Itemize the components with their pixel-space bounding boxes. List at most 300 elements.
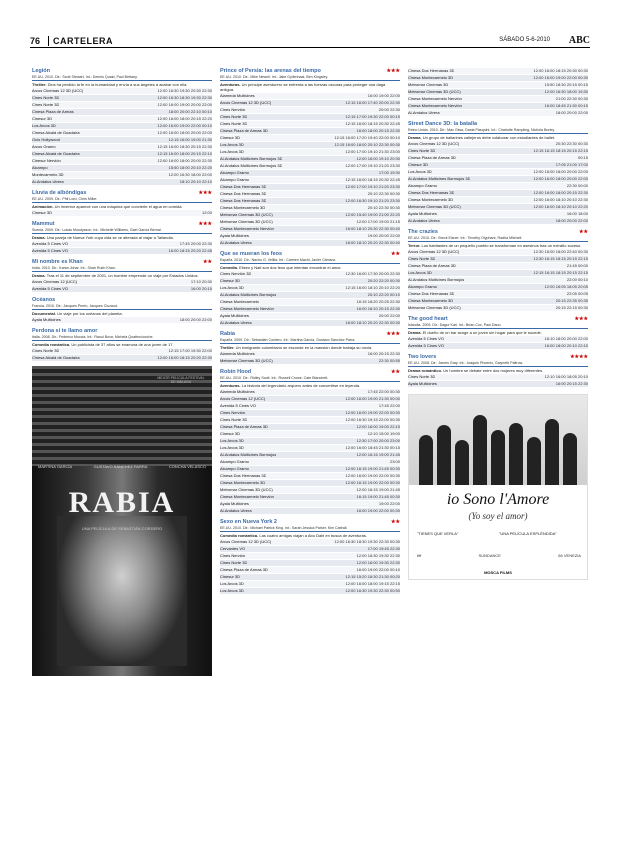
showtimes-table: [32, 348, 212, 362]
showtimes: 12:10 15:00 19:00: [367, 431, 400, 436]
showtimes: 12:00 16:00 19:00 22:00 00:30: [345, 473, 400, 478]
showtime-row: [220, 93, 400, 100]
showtimes: 12:15 16:00 18:30 20:15 22:30: [157, 144, 212, 149]
showtimes: 12:00 16:00 19:00 22:00 00:10: [157, 123, 212, 128]
theater-name: Cinesa Montecarmelo 3D: [408, 197, 454, 202]
theater-name: Cinesa Plaza de Armas 3D: [408, 155, 456, 160]
showtimes: 19:00 20:00 22:00: [367, 233, 400, 238]
showtimes: 12:00 15:40 19:00 21:00 22:20: [345, 212, 400, 217]
theater-name: Al-Andalus Utrera: [220, 240, 252, 245]
theater-name: Cinesa Dos Hermanas 3D: [408, 68, 455, 73]
showtimes: 16:00 18:10 20:20 22:30 00:30: [345, 320, 400, 325]
genre-label: Drama.: [32, 273, 47, 278]
showtimes: 12:15 17:00 19:30 22:00 00:15: [345, 114, 400, 119]
showtimes: 16:00 20:15 22:30: [367, 351, 400, 356]
theater-name: Cinesa Dos Hermanas 3D: [408, 190, 455, 195]
movie-title: Two lovers ★★★★: [408, 354, 588, 360]
showtimes: 16:00 18:00 20:15 22:30: [356, 128, 400, 133]
showtime-row: [220, 417, 400, 424]
movie-synopsis: [32, 273, 212, 278]
showtime-row: [408, 218, 588, 225]
showtime-row: [220, 205, 400, 212]
showtime-row: [408, 155, 588, 162]
issue-date: SÁBADO 5-6-2010: [499, 37, 550, 43]
section-title: CARTELERA: [48, 36, 113, 46]
theater-name: Los Arcos 3D: [220, 142, 244, 147]
theater-name: Cinesur 3D: [220, 574, 241, 579]
festival-logo: SUNDANCE: [478, 553, 501, 558]
movie-title: Street Dance 3D: la batalla: [408, 121, 478, 127]
theater-name: Metromar Cinemas 3D: [408, 82, 449, 87]
poster-scene: [409, 395, 587, 485]
poster-quote: "UNA PELÍCULA ESPLÉNDIDA": [499, 531, 557, 536]
showtimes: 20:10 22:20 00:10: [367, 292, 400, 297]
movie-synopsis: [32, 82, 212, 87]
showtime-row: [220, 574, 400, 581]
genre-label: Thriller.: [32, 82, 48, 87]
theater-name: Cinesa Alcalá de Guadaíra: [32, 151, 80, 156]
rating-stars: ★★: [391, 519, 400, 525]
showtimes: 12:30 16:00 17:30 20:00 22:30: [345, 271, 400, 276]
showtimes: 20:20 22:20 00:30: [367, 278, 400, 283]
movie-title: Legión: [32, 68, 51, 74]
showtimes: 12:00 16:15 19:00 21:45: [356, 487, 400, 492]
showtimes-table: [408, 336, 588, 350]
theater-name: Alcampo: [32, 165, 48, 170]
poster-cast: [38, 464, 206, 469]
movie-credits: Suecia. 2009. Dir.: Lukas Moodysson. Int.: Michelle Williams, Gael García Bernal.: [32, 228, 212, 234]
showtimes: 12:00 16:00 18:00 19:15 22:15: [345, 581, 400, 586]
showtime-row: [408, 176, 588, 183]
showtime-row: [32, 165, 212, 172]
showtime-row: [220, 142, 400, 149]
showtime-row: [220, 396, 400, 403]
poster-figure: [545, 419, 559, 485]
poster-figure: [509, 423, 523, 485]
page-number: 76: [30, 36, 41, 46]
movie-synopsis: [408, 368, 588, 373]
theater-name: Alcampo Gramo: [220, 177, 249, 182]
movie-synopsis: [220, 345, 400, 350]
theater-name: Cines Norte 3D: [408, 374, 436, 379]
showtimes: 20:15 22:15 00:30: [555, 305, 588, 310]
showtimes: 12:00 16:00 18:15 20:20 22:30: [157, 355, 212, 360]
showtime-row: [220, 121, 400, 128]
movie-title: Lluvia de albóndigas ★★★: [32, 190, 212, 196]
showtime-row: [220, 424, 400, 431]
showtime-row: [408, 96, 588, 103]
theater-name: Cinesa Alcalá de Guadaíra: [32, 355, 80, 360]
showtimes: 16:00 20:15 22:30: [555, 381, 588, 386]
theater-name: Cinesa Plaza de Armas 3D: [220, 128, 268, 133]
movie-credits: India. 2010. Dir.: Karan Johar. Int.: Shah Rukh Khan.: [32, 266, 212, 272]
showtime-row: [220, 438, 400, 445]
theater-name: Los Arcos 3D: [220, 588, 244, 593]
theater-name: Metromar Cinemas 3D (UCC): [220, 212, 273, 217]
showtime-row: [32, 210, 212, 217]
showtime-row: [220, 278, 400, 285]
showtimes-table: [220, 271, 400, 327]
theater-name: Arcos Cinemas 12 3D (UCC): [32, 88, 84, 93]
theater-name: Cines Nervión: [220, 410, 246, 415]
poster-title: RABIA: [68, 486, 176, 519]
theater-name: Alameda Multicines: [220, 93, 255, 98]
showtime-row: [220, 588, 400, 595]
movie-synopsis: [32, 235, 212, 240]
movie-synopsis: [220, 265, 400, 270]
theater-name: Avenida 5 Cines VO: [32, 241, 68, 246]
showtimes-table: [220, 539, 400, 595]
showtime-row: [32, 248, 212, 255]
genre-label: Drama.: [32, 235, 47, 240]
movie-credits: España. 2009. Dir.: Sebastián Cordero. Int.: Martina García, Gustavo Sánchez Parra.: [220, 338, 400, 344]
movie-listing: [408, 229, 588, 312]
showtimes: 17:05 21:00 17:00: [555, 162, 588, 167]
showtime-row: [408, 249, 588, 256]
rating-stars: ★★★: [386, 68, 400, 74]
showtime-row: [408, 141, 588, 148]
showtimes: 12:00 16:00 18:00 20:00 22:00: [533, 169, 588, 174]
showtimes: 12:15 16:00 18:00 20:10 22:30 00:30: [334, 142, 400, 147]
theater-name: Al-Andalus Multicines Bormujos: [220, 292, 277, 297]
showtime-row: [32, 116, 212, 123]
theater-name: Cinesa Montecarmelo Nervión: [220, 226, 274, 231]
theater-name: Cervantes VO: [220, 546, 246, 551]
showtime-row: [220, 480, 400, 487]
theater-name: Ocio Hollywood: [32, 137, 60, 142]
showtime-row: [32, 158, 212, 165]
showtime-row: [408, 256, 588, 263]
showtimes-table: [220, 351, 400, 365]
poster-figure: [437, 425, 451, 485]
theater-name: Arcos Gramo: [32, 144, 56, 149]
showtime-row: [220, 351, 400, 358]
theater-name: Alcampo Gramo: [408, 284, 437, 289]
synopsis-text: Las cuatro amigas viajan a Abu Dabi en busca de aventuras.: [259, 533, 367, 538]
theater-name: Cines Norte 3D: [32, 95, 60, 100]
showtimes: 20:30 22:30 00:30: [555, 141, 588, 146]
showtimes: 18:00 20:00 22:00: [179, 317, 212, 322]
showtime-row: [220, 114, 400, 121]
showtime-row: [220, 539, 400, 546]
poster-subtitle: (Yo soy el amor): [468, 511, 528, 521]
showtimes: 20:00 22:00: [378, 313, 400, 318]
theater-name: Cinesa Dos Hermanas 3D: [220, 184, 267, 189]
listings-column-1: [32, 68, 212, 676]
showtimes: 20:10 22:30 00:30: [367, 205, 400, 210]
genre-label: Drama.: [408, 330, 423, 335]
movie-synopsis: [32, 342, 212, 347]
poster-figure: [527, 437, 541, 485]
movie-listing: [220, 331, 400, 365]
theater-name: Arcos Cinemas 12 (UCC): [32, 279, 78, 284]
theater-name: Cinesa Plaza de Armas: [32, 109, 74, 114]
showtimes: 17:00 19:45 22:30: [367, 546, 400, 551]
theater-name: Cinesa Montecarmelo Nervión: [408, 103, 462, 108]
theater-name: Metromar Cinemas 3D (UCC): [220, 487, 273, 492]
showtime-row: [408, 204, 588, 211]
showtimes: 12:00 16:30 18:00 19:30: [544, 89, 588, 94]
showtime-row: [220, 292, 400, 299]
showtimes: 16:15 19:00 21:45 00:30: [356, 494, 400, 499]
movie-title: Mammut ★★★: [32, 221, 212, 227]
showtimes: 12:00 16:15 19:00 21:45 00:30: [345, 466, 400, 471]
showtimes: 12:00 16:00 18:00 20:00 22:00: [533, 176, 588, 181]
showtimes: 17:10 20:30: [190, 279, 212, 284]
showtime-row: [408, 190, 588, 197]
theater-name: Cinesa Dos Hermanas 3D: [220, 473, 267, 478]
showtimes: 12:00 17:00 19:10 21:20 23:30: [345, 163, 400, 168]
showtimes: 12:00 16:00 18:15 20:30 00:30: [533, 68, 588, 73]
showtimes: 16:00 18:10 20:20 22:30 00:40: [345, 240, 400, 245]
poster-portrait: [57, 516, 187, 666]
movie-credits: EE.UU. 2010. Dir.: Ridley Scott. Int.: Russell Crowe, Cate Blanchett.: [220, 376, 400, 382]
showtimes: 16:00 19:00 22:00 00:10: [356, 567, 400, 572]
theater-name: Los Arcos 3D: [220, 445, 244, 450]
theater-name: Cinesa Dos Hermanas 3D: [408, 291, 455, 296]
showtime-row: [220, 198, 400, 205]
showtime-row: [220, 581, 400, 588]
movie-listing: [408, 354, 588, 388]
showtimes: 12:15 16:00 18:15 20:30 22:45: [345, 121, 400, 126]
showtime-row: [32, 102, 212, 109]
showtime-row: [408, 148, 588, 155]
showtimes: 22:00 00:10: [566, 277, 588, 282]
theater-name: Cines Norte 3D: [220, 114, 248, 119]
showtimes: 16:10 18:00 20:00 22:00: [544, 336, 588, 341]
showtime-row: [220, 170, 400, 177]
showtimes: 12:00 17:00 19:10 21:30 23:00: [345, 149, 400, 154]
showtimes: 12:00 17:00 19:00 21:15: [356, 219, 400, 224]
movie-credits: EE.UU. 2010. Dir.: Mike Newell. Int.: Jake Gyllenhaal, Ben Kingsley.: [220, 75, 400, 81]
theater-name: Cinesa Montecarmelo Nervión: [220, 306, 274, 311]
theater-name: Cinesa Montecarmelo Nervión: [220, 494, 274, 499]
movie-credits: EE.UU. 2010. Dir.: Breck Eisner. Int.: Timothy Olyphant, Radha Mitchell.: [408, 236, 588, 242]
showtimes-table: [32, 279, 212, 293]
theater-name: Cinesa Montecarmelo 3D: [220, 205, 266, 210]
theater-name: Al-Andalus Utrera: [408, 218, 440, 223]
showtimes: 12:00 16:00 18:10 20:10 22:20: [533, 204, 588, 209]
theater-name: Cinesa Montecarmelo: [220, 299, 259, 304]
showtime-row: [220, 553, 400, 560]
rating-stars: ★★★: [198, 190, 212, 196]
genre-label: Documental.: [32, 311, 58, 316]
showtimes: 12:30 17:00 20:00 23:00: [356, 438, 400, 443]
festival-logo: 66 VENEZIA: [558, 553, 581, 558]
showtime-row: [220, 299, 400, 306]
showtime-row: [408, 343, 588, 350]
showtime-row: [220, 107, 400, 114]
theater-name: Al-Andalus Multicines Bormujos: [220, 452, 277, 457]
showtimes: 18:00 20:00 22:00: [555, 218, 588, 223]
theater-name: Cinesur 3D: [220, 278, 241, 283]
theater-name: Cines Nervión: [220, 553, 246, 558]
showtimes: 12:00 16:00 19:00 22:00 00:30: [345, 410, 400, 415]
theater-name: Avenida 5 Cines VO: [408, 343, 444, 348]
theater-name: Al-Andalus Utrera: [408, 110, 440, 115]
showtimes: 12:00 16:00 18:00 20:00 22:00: [157, 130, 212, 135]
showtimes: 16:00 18:10 20:30 22:30 00:40: [345, 226, 400, 231]
showtime-row: [220, 156, 400, 163]
showtimes: 12:00 16:30 18:30 19:30 22:30: [157, 95, 212, 100]
listings-column-3: [408, 68, 588, 580]
page-header: [30, 36, 590, 48]
movie-title: Prince of Persia: las arenas del tiempo ★★★: [220, 68, 400, 74]
showtime-row: [408, 162, 588, 169]
poster-figure: [473, 415, 487, 485]
showtime-row: [408, 277, 588, 284]
theater-name: Ayala Multicines: [32, 317, 61, 322]
showtime-row: [32, 241, 212, 248]
rating-stars: ★★★: [198, 221, 212, 227]
theater-name: Cines Nervión: [220, 107, 246, 112]
genre-label: Aventuras.: [220, 383, 242, 388]
showtimes-table: [408, 374, 588, 388]
showtimes: 16:00 19:00 22:00 00:30: [356, 508, 400, 513]
movie-synopsis: [408, 243, 588, 248]
movie-credits: Islandia. 2009. Dir.: Dagur Kári. Int.: Brian Cox, Paul Dano.: [408, 323, 588, 329]
theater-name: Cinesa Alcalá de Guadaíra: [32, 130, 80, 135]
showtimes-table: [408, 249, 588, 312]
movie-credits: Italia. 2008. Dir.: Federico Moccia. Int.: Raoul Bova, Michela Quattrociocche.: [32, 335, 212, 341]
showtimes: 12:10 16:00 18:05 20:10: [544, 374, 588, 379]
genre-label: Comedia.: [220, 265, 240, 270]
theater-name: Cinesur 3D: [32, 116, 53, 121]
showtime-row: [220, 466, 400, 473]
theater-name: Metromar Cinemas 3D (UCC): [408, 89, 461, 94]
showtime-row: [408, 381, 588, 388]
showtimes: 12:00 17:00 19:10 21:20 23:30: [345, 184, 400, 189]
showtimes: 17:00 19:30: [378, 170, 400, 175]
showtimes: 16:00 18:15 20:20 22:45: [168, 248, 212, 253]
showtime-row: [220, 219, 400, 226]
showtimes: 12:00 16:05 18:05 20:05: [544, 284, 588, 289]
theater-name: Metromar Cinemas 3D (UCC): [408, 305, 461, 310]
synopsis-text: Un hombre se debate entre dos mujeres muy diferentes.: [443, 368, 544, 373]
movie-credits: Francia. 2010. Dir.: Jacques Perrin, Jacques Cluzaud.: [32, 304, 212, 310]
theater-name: Al-Andalus Utrera: [220, 320, 252, 325]
showtimes: 12:00 16:00 19:00 22:00 00:30: [533, 75, 588, 80]
theater-name: Los Arcos 3D: [220, 285, 244, 290]
movie-listing: [32, 259, 212, 293]
showtimes: 17:45 22:00: [378, 403, 400, 408]
rating-stars: ★★★: [574, 316, 588, 322]
showtimes: 16:15 18:20 20:25 22:30: [356, 299, 400, 304]
showtimes: 18:00 20:00 22:00: [555, 110, 588, 115]
theater-name: Metromar Cinemas 3D (UCC): [408, 204, 461, 209]
movie-listing: [220, 68, 400, 247]
showtimes: 12:30 16:15 18:15 20:15 22:15: [533, 256, 588, 261]
synopsis-text: Un inventor aparece con una máquina que convierte el agua en comida.: [54, 204, 183, 209]
distributor-logo: MOSCA FILMS: [484, 570, 512, 575]
showtimes: 16:00 18:00 20:10 22:15: [544, 343, 588, 348]
showtimes-table: [32, 317, 212, 324]
theater-name: Arcos Cinemas 12 3D (UCC): [220, 539, 272, 544]
theater-name: Avenida 5 Cines VO: [408, 336, 444, 341]
theater-name: Cines Norte 3D: [408, 256, 436, 261]
movie-credits: EE.UU. 2009. Dir.: Phil Lord, Chris Miller.: [32, 197, 212, 203]
showtime-row: [220, 508, 400, 515]
showtime-row: [220, 487, 400, 494]
theater-name: Cinesa Dos Hermanas 3D: [220, 191, 267, 196]
theater-name: Alameda Multicines: [220, 389, 255, 394]
showtimes: 20:15 22:35 00:35: [555, 298, 588, 303]
rating-stars: ★★: [203, 259, 212, 265]
theater-name: Al-Andalus Utrera: [32, 179, 64, 184]
theater-name: Al-Andalus Multicines Bormujos 3D: [220, 163, 283, 168]
showtime-row: [220, 320, 400, 327]
showtime-row: [408, 68, 588, 75]
showtimes: 17:45 20:00 22:30: [179, 241, 212, 246]
showtime-row: [408, 169, 588, 176]
movie-title: Que se mueran los feos ★★: [220, 251, 400, 257]
showtimes-table: [220, 93, 400, 247]
showtime-row: [220, 184, 400, 191]
genre-label: Animación.: [32, 204, 55, 209]
synopsis-text: Un publicista de 37 años se enamora de una joven de 17.: [71, 342, 174, 347]
movie-listing: [32, 221, 212, 255]
showtime-row: [220, 560, 400, 567]
showtimes: 16:00 20:15: [190, 286, 212, 291]
movie-credits: EE.UU. 2010. Dir.: Michael Patrick King. Int.: Sarah Jessica Parker, Kim Cattrall.: [220, 526, 400, 532]
showtimes: 12:00 16:30 18:30 19:30 22:30 00:30: [334, 539, 400, 544]
showtime-row: [32, 109, 212, 116]
showtime-row: [220, 191, 400, 198]
showtime-row: [32, 123, 212, 130]
showtime-row: [220, 459, 400, 466]
theater-name: Los Arcos 3D: [408, 270, 432, 275]
theater-name: Cines Norte 3D: [220, 121, 248, 126]
synopsis-text: Dios ha perdido la fe en la humanidad y envía a sus ángeles a acabar con ella.: [47, 82, 188, 87]
showtimes-table: [32, 210, 212, 217]
cast-name: MARTINA GARCÍA: [38, 464, 73, 469]
theater-name: Cinesa Plaza de Armas 3D: [220, 424, 268, 429]
synopsis-text: La historia del legendario arquero antes de convertirse en leyenda.: [241, 383, 361, 388]
showtime-row: [408, 284, 588, 291]
showtime-row: [220, 233, 400, 240]
movie-listing: [32, 297, 212, 324]
theater-name: Arcos Cinemas 12 3D (UCC): [408, 249, 460, 254]
showtime-row: [220, 389, 400, 396]
movie-listing: [408, 68, 588, 117]
showtime-row: [32, 130, 212, 137]
theater-name: Los Arcos 3D: [220, 438, 244, 443]
showtimes: 19:00 22:00: [378, 501, 400, 506]
theater-name: Cines Nervión 3D: [220, 271, 252, 276]
showtimes: 12:15 15:20 18:30 21:30 00:20: [345, 574, 400, 579]
movie-synopsis: [32, 204, 212, 209]
theater-name: Alcampo Gramo: [220, 459, 249, 464]
showtime-row: [408, 298, 588, 305]
poster-subtitle: UNA PELÍCULA DE SEBASTIÁN CORDERO: [81, 526, 163, 531]
showtimes: 12:00 16:00 19:00 21:30 00:00: [345, 396, 400, 401]
theater-name: Cinesa Montecarmelo 3D: [220, 480, 266, 485]
theater-name: Alameda Multicines: [220, 351, 255, 356]
showtime-row: [220, 149, 400, 156]
movie-synopsis: [220, 383, 400, 388]
theater-name: Cinesur 3D: [220, 431, 241, 436]
showtime-row: [220, 285, 400, 292]
movie-title: Perdona si te llamo amor: [32, 328, 98, 334]
showtime-row: [220, 100, 400, 107]
showtimes: 12:15 17:00 19:30 22:00: [168, 348, 212, 353]
showtimes: 00:15: [577, 155, 588, 160]
rating-stars: ★★★: [386, 331, 400, 337]
theater-name: Arcos Cinemas 12 (UCC): [220, 396, 266, 401]
synopsis-text: Eliseo y Nati son dos feos que intentan encontrar el amor.: [239, 265, 342, 270]
cast-name: CONCHA VELASCO: [168, 464, 206, 469]
poster-award: MEJOR PELÍCULA FESTIVAL DE MÁLAGA: [157, 376, 205, 384]
